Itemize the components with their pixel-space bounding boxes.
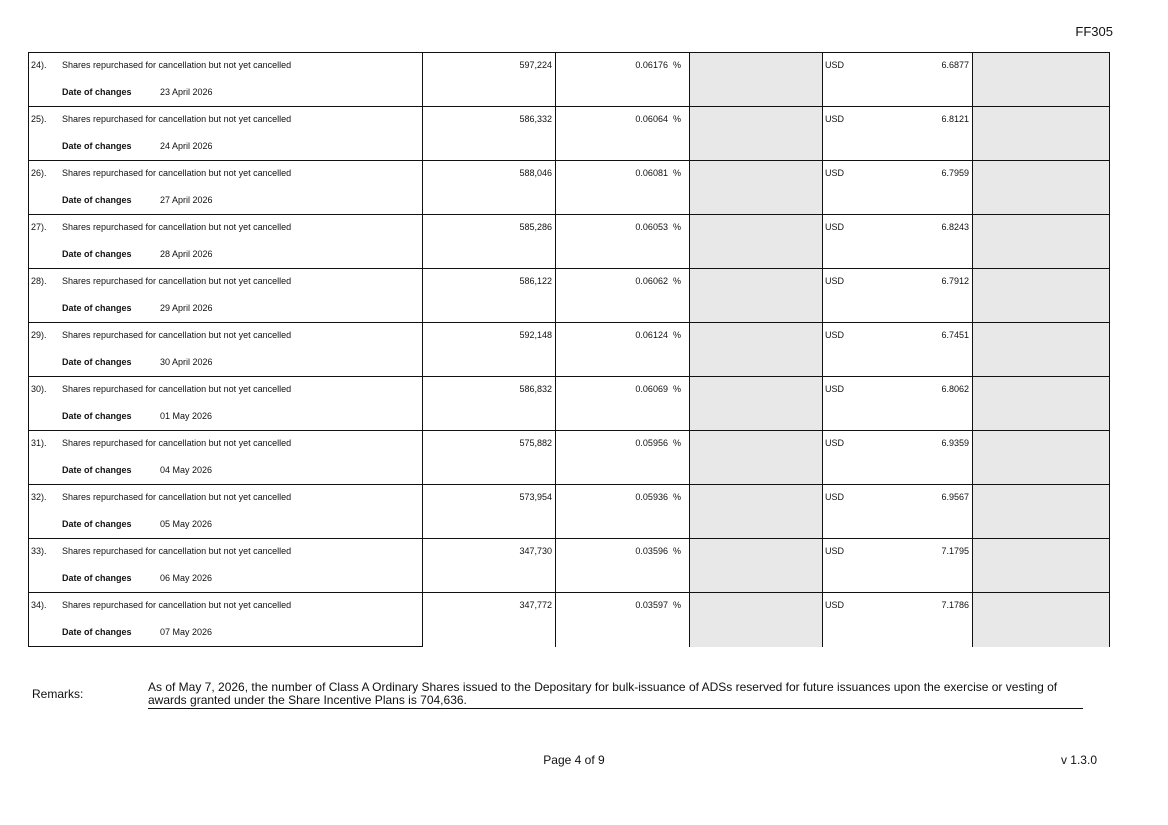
shares-cell [423,215,556,269]
date-value: 05 May 2026 [160,519,213,529]
shaded-cell [973,323,1110,377]
shaded-cell [690,53,823,107]
shares-value: 347,730 [519,546,552,556]
date-label: Date of changes [62,465,132,475]
percent-value: 0.06069 [635,384,668,394]
percent-cell [556,323,690,377]
price-value: 6.7912 [941,276,969,286]
shaded-cell [690,593,823,647]
shares-cell [423,323,556,377]
percent-sign: % [672,330,681,340]
shares-cell [423,269,556,323]
row-description-cell [29,431,423,456]
shares-value: 575,882 [519,438,552,448]
currency: USD [825,492,845,502]
row-description: Shares repurchased for cancellation but not yet cancelled [62,384,292,394]
date-label: Date of changes [62,303,132,313]
table-row [29,215,1110,240]
price-value: 7.1795 [941,546,969,556]
table-row [29,593,1110,618]
price-cell [823,323,973,377]
price-cell [823,431,973,485]
shares-cell [423,377,556,431]
date-cell [29,563,423,593]
date-label: Date of changes [62,519,132,529]
shaded-cell [973,485,1110,539]
percent-value: 0.06053 [635,222,668,232]
shares-value: 597,224 [519,60,552,70]
percent-cell [556,377,690,431]
shaded-cell [973,539,1110,593]
currency: USD [825,114,845,124]
date-label: Date of changes [62,195,132,205]
date-label: Date of changes [62,573,132,583]
percent-cell [556,161,690,215]
shaded-cell [973,269,1110,323]
shares-value: 592,148 [519,330,552,340]
row-index: 28). [31,276,47,286]
row-index: 31). [31,438,47,448]
shaded-cell [973,377,1110,431]
row-index: 30). [31,384,47,394]
share-changes-table [28,52,1110,647]
date-cell [29,77,423,107]
shares-value: 573,954 [519,492,552,502]
page-number: Page 4 of 9 [543,753,605,767]
shares-cell [423,593,556,647]
row-index: 32). [31,492,47,502]
price-cell [823,485,973,539]
percent-cell [556,215,690,269]
row-description: Shares repurchased for cancellation but not yet cancelled [62,222,292,232]
date-label: Date of changes [62,627,132,637]
currency: USD [825,222,845,232]
date-label: Date of changes [62,411,132,421]
price-cell [823,161,973,215]
percent-sign: % [672,60,681,70]
date-cell [29,455,423,485]
table-row [29,431,1110,456]
remarks-label: Remarks: [32,687,84,701]
row-description: Shares repurchased for cancellation but not yet cancelled [62,330,292,340]
shaded-cell [690,485,823,539]
row-description-cell [29,485,423,510]
date-cell [29,401,423,431]
percent-cell [556,107,690,161]
percent-sign: % [672,384,681,394]
shares-cell [423,53,556,107]
row-description: Shares repurchased for cancellation but not yet cancelled [62,276,292,286]
percent-cell [556,539,690,593]
row-description-cell [29,53,423,78]
shares-value: 347,772 [519,600,552,610]
row-index: 33). [31,546,47,556]
share-changes-body [29,53,1110,647]
date-cell [29,131,423,161]
row-description-cell [29,377,423,402]
currency: USD [825,330,845,340]
row-description-cell [29,323,423,348]
form-code: FF305 [1075,24,1113,39]
row-index: 34). [31,600,47,610]
table-row [29,323,1110,348]
percent-value: 0.05936 [635,492,668,502]
row-description: Shares repurchased for cancellation but not yet cancelled [62,114,292,124]
price-cell [823,215,973,269]
row-description-cell [29,539,423,564]
percent-sign: % [672,438,681,448]
shares-cell [423,539,556,593]
date-cell [29,347,423,377]
price-value: 6.8243 [941,222,969,232]
row-description: Shares repurchased for cancellation but not yet cancelled [62,168,292,178]
percent-value: 0.03596 [635,546,668,556]
row-description-cell [29,269,423,294]
shares-cell [423,485,556,539]
percent-sign: % [672,168,681,178]
row-description-cell [29,593,423,618]
date-value: 28 April 2026 [160,249,213,259]
percent-sign: % [672,600,681,610]
date-label: Date of changes [62,249,132,259]
date-label: Date of changes [62,87,132,97]
shaded-cell [973,53,1110,107]
percent-value: 0.05956 [635,438,668,448]
price-cell [823,53,973,107]
price-cell [823,377,973,431]
row-description: Shares repurchased for cancellation but not yet cancelled [62,60,292,70]
row-description-cell [29,107,423,132]
shaded-cell [973,593,1110,647]
price-value: 7.1786 [941,600,969,610]
row-index: 29). [31,330,47,340]
percent-value: 0.06081 [635,168,668,178]
shaded-cell [690,107,823,161]
row-description: Shares repurchased for cancellation but not yet cancelled [62,546,292,556]
shaded-cell [690,161,823,215]
percent-sign: % [672,222,681,232]
percent-cell [556,485,690,539]
table-row [29,269,1110,294]
remarks-text: As of May 7, 2026, the number of Class A Ordinary Shares issued to the Depositary for bulk-issuance of ADSs reserved for future issuances upon the exercise or vesting of awards granted under the Share Incentive Plans is 704,636. [148,681,1083,709]
price-value: 6.8062 [941,384,969,394]
row-index: 27). [31,222,47,232]
percent-value: 0.06124 [635,330,668,340]
shares-value: 586,122 [519,276,552,286]
price-cell [823,539,973,593]
price-value: 6.7451 [941,330,969,340]
shares-cell [423,161,556,215]
percent-sign: % [672,546,681,556]
row-index: 24). [31,60,47,70]
shaded-cell [690,323,823,377]
currency: USD [825,384,845,394]
shaded-cell [690,539,823,593]
shaded-cell [690,431,823,485]
date-value: 30 April 2026 [160,357,213,367]
date-value: 07 May 2026 [160,627,213,637]
date-value: 06 May 2026 [160,573,213,583]
price-value: 6.6877 [941,60,969,70]
percent-value: 0.06064 [635,114,668,124]
price-cell [823,269,973,323]
row-description: Shares repurchased for cancellation but not yet cancelled [62,492,292,502]
table-row [29,53,1110,78]
percent-value: 0.06062 [635,276,668,286]
date-cell [29,509,423,539]
date-cell [29,239,423,269]
shares-value: 586,332 [519,114,552,124]
price-value: 6.7959 [941,168,969,178]
date-value: 01 May 2026 [160,411,213,421]
currency: USD [825,168,845,178]
currency: USD [825,600,845,610]
table-row [29,485,1110,510]
shaded-cell [973,161,1110,215]
table-row [29,377,1110,402]
row-description: Shares repurchased for cancellation but not yet cancelled [62,600,292,610]
currency: USD [825,60,845,70]
version-label: v 1.3.0 [1060,753,1097,767]
date-value: 27 April 2026 [160,195,213,205]
percent-cell [556,593,690,647]
shaded-cell [973,431,1110,485]
shaded-cell [690,215,823,269]
percent-sign: % [672,492,681,502]
date-value: 04 May 2026 [160,465,213,475]
date-label: Date of changes [62,141,132,151]
price-value: 6.9567 [941,492,969,502]
percent-cell [556,53,690,107]
date-cell [29,185,423,215]
percent-sign: % [672,276,681,286]
shares-cell [423,107,556,161]
price-cell [823,107,973,161]
date-label: Date of changes [62,357,132,367]
row-index: 25). [31,114,47,124]
currency: USD [825,546,845,556]
shaded-cell [973,107,1110,161]
percent-cell [556,431,690,485]
currency: USD [825,276,845,286]
row-description-cell [29,161,423,186]
percent-cell [556,269,690,323]
percent-value: 0.06176 [635,60,668,70]
shaded-cell [973,215,1110,269]
percent-sign: % [672,114,681,124]
date-cell [29,617,423,647]
price-value: 6.9359 [941,438,969,448]
row-index: 26). [31,168,47,178]
price-cell [823,593,973,647]
shares-value: 585,286 [519,222,552,232]
date-value: 23 April 2026 [160,87,213,97]
table-row [29,539,1110,564]
currency: USD [825,438,845,448]
shaded-cell [690,377,823,431]
date-value: 24 April 2026 [160,141,213,151]
shares-value: 588,046 [519,168,552,178]
percent-value: 0.03597 [635,600,668,610]
shares-cell [423,431,556,485]
shares-value: 586,832 [519,384,552,394]
table-row [29,107,1110,132]
table-row [29,161,1110,186]
shaded-cell [690,269,823,323]
row-description-cell [29,215,423,240]
row-description: Shares repurchased for cancellation but not yet cancelled [62,438,292,448]
date-cell [29,293,423,323]
price-value: 6.8121 [941,114,969,124]
date-value: 29 April 2026 [160,303,213,313]
